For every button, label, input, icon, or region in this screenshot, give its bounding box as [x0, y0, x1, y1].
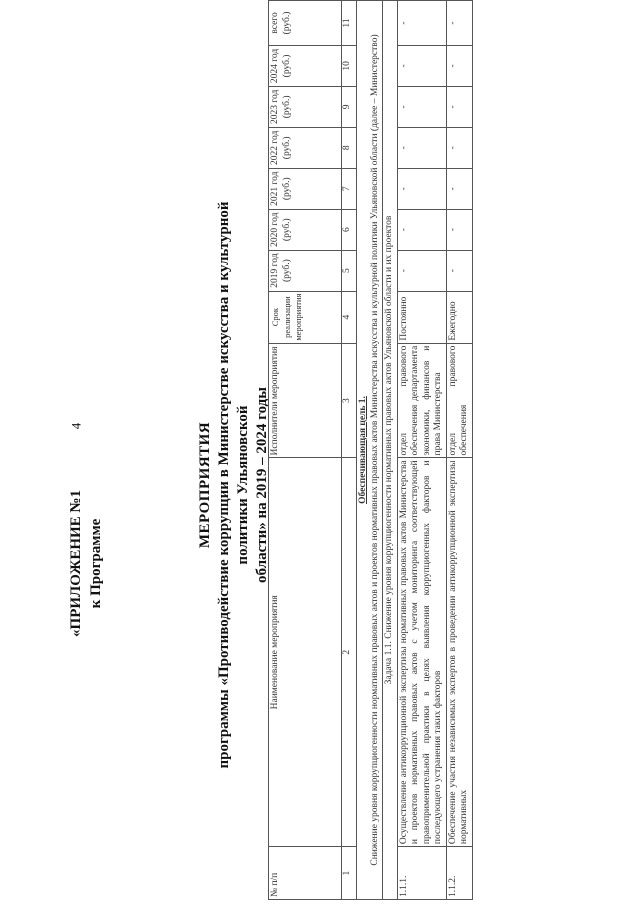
header-exec: Исполнители мероприятия — [269, 343, 342, 458]
row-term: Ежегодно — [446, 291, 472, 343]
row-value: - — [446, 1, 472, 46]
title-line3: области» на 2019 – 2024 годы — [254, 387, 270, 583]
row-term: Постоянно — [397, 291, 446, 343]
header-total: всего (руб.) — [269, 1, 342, 46]
row-value: - — [397, 250, 446, 291]
header-2023: 2023 год (руб.) — [269, 86, 342, 127]
row-value: - — [397, 45, 446, 86]
row-value: - — [446, 86, 472, 127]
header-2022: 2022 год (руб.) — [269, 127, 342, 168]
col-number: 4 — [342, 291, 357, 343]
title-line2: программы «Противодействие коррупции в Министерстве искусства и культурной политики Ульяновской — [216, 201, 251, 769]
row-exec: отдел правового обеспечения — [446, 343, 472, 458]
col-number: 1 — [342, 847, 357, 900]
measures-table — [268, 0, 473, 900]
task-text: Задача 1.1. Снижение уровня коррупциогенности нормативных правовых актов Ульяновской области и их проектов — [383, 1, 398, 900]
goal-title: Обеспечивающая цель 1. — [358, 396, 368, 504]
col-number: 9 — [342, 86, 357, 127]
row-value: - — [397, 168, 446, 209]
row-name: Осуществление антикоррупционной экспертизы нормативных правовых актов Министерства и проектов нормативных правовых актов с учетом мониторинга соответствующей правоприменительной практики в целях выявления коррупциогенных факторов и последующего устранения таких факторов — [397, 458, 446, 847]
row-value: - — [446, 250, 472, 291]
col-number: 7 — [342, 168, 357, 209]
goal-cell — [357, 1, 383, 900]
header-2020: 2020 год (руб.) — [269, 209, 342, 250]
task-row — [383, 1, 398, 900]
col-number: 10 — [342, 45, 357, 86]
appendix-heading — [66, 490, 106, 637]
header-2019: 2019 год (руб.) — [269, 250, 342, 291]
page-number: 4 — [68, 422, 84, 430]
row-value: - — [397, 1, 446, 46]
column-numbers-row — [342, 1, 357, 900]
header-name: Наименование мероприятия — [269, 458, 342, 847]
row-num: 1.1.1. — [397, 847, 446, 900]
row-value: - — [446, 127, 472, 168]
row-value: - — [446, 45, 472, 86]
document-title — [196, 175, 272, 795]
row-exec: отдел правового обеспечения департамента экономики, финансов и права Министерства — [397, 343, 446, 458]
col-number: 2 — [342, 458, 357, 847]
header-row — [269, 1, 342, 900]
goal-row — [357, 1, 383, 900]
col-number: 6 — [342, 209, 357, 250]
appendix-line2: к Программе — [88, 518, 104, 609]
col-number: 3 — [342, 343, 357, 458]
goal-text: Снижение уровня коррупциогенности нормативных правовых актов и проектов нормативных правовых актов Министерства искусства и культурной политики Ульяновской области (далее – Министерство) — [369, 34, 380, 866]
appendix-line1: «ПРИЛОЖЕНИЕ №1 — [68, 490, 84, 637]
row-num: 1.1.2. — [446, 847, 472, 900]
col-number: 8 — [342, 127, 357, 168]
table-row — [446, 1, 472, 900]
row-value: - — [446, 168, 472, 209]
col-number: 5 — [342, 250, 357, 291]
row-value: - — [397, 209, 446, 250]
header-num: № п/п — [269, 847, 342, 900]
row-value: - — [397, 86, 446, 127]
header-2021: 2021 год (руб.) — [269, 168, 342, 209]
row-value: - — [397, 127, 446, 168]
table-row — [397, 1, 446, 900]
col-number: 11 — [342, 1, 357, 46]
header-2024: 2024 год (руб.) — [269, 45, 342, 86]
row-value: - — [446, 209, 472, 250]
title-line1: МЕРОПРИЯТИЯ — [197, 421, 213, 549]
row-name: Обеспечение участия независимых экспертов в проведении антикоррупционной экспертизы нормативных — [446, 458, 472, 847]
header-term: Срок реализации мероприятия — [269, 291, 342, 343]
